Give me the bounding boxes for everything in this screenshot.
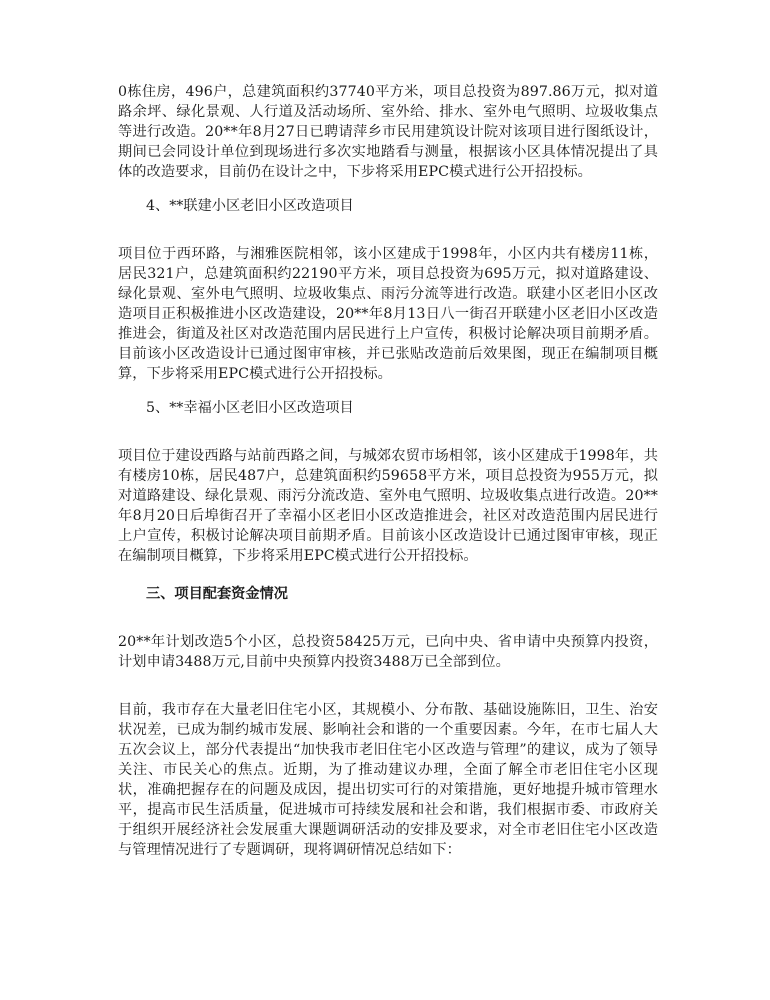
paragraph-research-intro: 目前，我市存在大量老旧住宅小区，其规模小、分布散、基础设施陈旧，卫生、治安状况差，已成为制约城市发展、影响社会和谐的一个重要因素。今年，在市七届人大五次会议上，部分代表提出“加快我市老旧住宅小区改造与管理”的建议，成为了领导关注、市民关心的焦点。近期，为了推动建议办理，全面了解全市老旧住宅小区现状，准确把握存在的问题及成因，提出切实可行的对策措施，更好地提升城市管理水平，提高市民生活质量，促进城市可持续发展和社会和谐，我们根据市委、市政府关于组织开展经济社会发展重大课题调研活动的安排及要求，对全市老旧住宅小区改造与管理情况进行了专题调研，现将调研情况总结如下： xyxy=(118,702,658,858)
heading-lianjian-project: 4、**联建小区老旧小区改造项目 xyxy=(146,198,354,214)
paragraph-project-overview: 0栋住房，496户，总建筑面积约37740平方米，项目总投资为897.86万元，拟对道路余坪、绿化景观、人行道及活动场所、室外给、排水、室外电气照明、垃圾收集点等进行改造。20**年8月27日已聘请萍乡市民用建筑设计院对该项目进行图纸设计，期间已会同设计单位到现场进行多次实地踏看与测量，根据该小区具体情况提出了具体的改造要求，目前仍在设计之中，下步将采用EPC模式进行公开招投标。 xyxy=(118,84,658,180)
heading-funding-section: 三、项目配套资金情况 xyxy=(146,586,288,602)
paragraph-funding-details: 20**年计划改造5个小区，总投资58425万元，已向中央、省申请中央预算内投资，计划申请3488万元,目前中央预算内投资3488万已全部到位。 xyxy=(118,634,658,670)
document-page xyxy=(118,82,658,860)
paragraph-lianjian-details: 项目位于西环路，与湘雅医院相邻，该小区建成于1998年，小区内共有楼房11栋，居民321户，总建筑面积约22190平方米，项目总投资为695万元，拟对道路建设、绿化景观、室外电气照明、垃圾收集点、雨污分流等进行改造。联建小区老旧小区改造项目正积极推进小区改造建设，20**年8月13日八一街召开联建小区老旧小区改造推进会，街道及社区对改造范围内居民进行上户宣传，积极讨论解决项目前期矛盾。目前该小区改造设计已通过图审审核，并已张贴改造前后效果图，现正在编制项目概算，下步将采用EPC模式进行公开招投标。 xyxy=(118,246,658,382)
paragraph-xingfu-details: 项目位于建设西路与站前西路之间，与城郊农贸市场相邻，该小区建成于1998年，共有楼房10栋，居民487户，总建筑面积约59658平方米，项目总投资为955万元，拟对道路建设、绿化景观、雨污分流改造、室外电气照明、垃圾收集点进行改造。20**年8月20日后埠街召开了幸福小区老旧小区改造推进会，社区对改造范围内居民进行上户宣传，积极讨论解决项目前期矛盾。目前该小区改造设计已通过图审审核，现正在编制项目概算，下步将采用EPC模式进行公开招投标。 xyxy=(118,448,658,564)
heading-xingfu-project: 5、**幸福小区老旧小区改造项目 xyxy=(146,400,354,416)
